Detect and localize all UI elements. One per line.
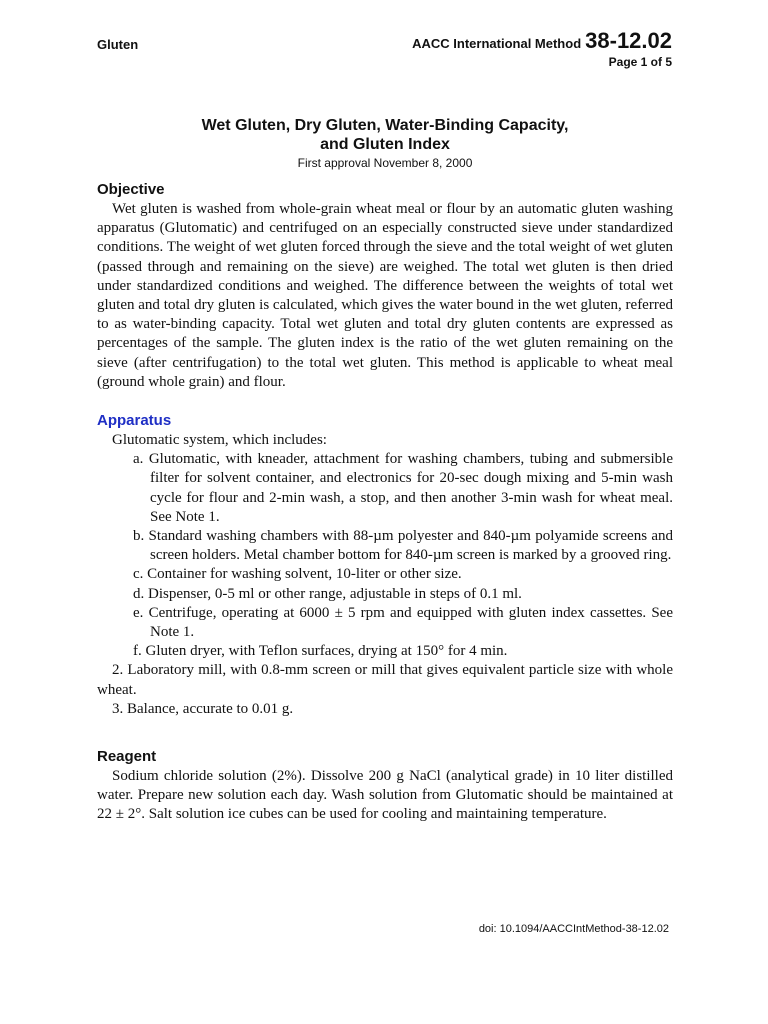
spacer	[97, 392, 673, 411]
reagent-heading: Reagent	[97, 748, 157, 766]
apparatus-item-a: a. Glutomatic, with kneader, attachment for washing chambers, tubing and submersible filter for solvent container, and electronics for 20-sec dough mixing and 5-min wash cycle for flour and 2-min wash, a stop, and then another 3-min wash for wheat meal. See Note 1.	[133, 451, 673, 525]
apparatus-heading: Apparatus	[97, 412, 172, 430]
doi-footer: doi: 10.1094/AACCIntMethod-38-12.02	[478, 923, 669, 935]
method-label: AACC International Method	[412, 36, 582, 51]
running-header-topic: Gluten	[97, 37, 139, 52]
document-title-line1: Wet Gluten, Dry Gluten, Water-Binding Capacity,	[201, 117, 569, 134]
approval-date: First approval November 8, 2000	[297, 156, 473, 170]
apparatus-item-2: 2. Laboratory mill, with 0.8-mm screen or mill that gives equivalent particle size with whole wheat.	[97, 662, 673, 698]
document-title-block	[97, 116, 673, 171]
spacer	[97, 719, 673, 747]
document-body	[97, 180, 673, 825]
apparatus-item-f: f. Gluten dryer, with Teflon surfaces, drying at 150° for 4 min.	[133, 643, 508, 660]
page-indicator: Page 1 of 5	[608, 55, 672, 69]
objective-text: Wet gluten is washed from whole-grain wheat meal or flour by an automatic gluten washing apparatus (Glutomatic) and centrifuged on an especially constructed sieve under standardized conditions. The weight of wet gluten forced through the sieve and the total weight of wet gluten (passed through and remaining on the sieve) are weighed. The total wet gluten is then dried under standardized conditions and weighed. The difference between the weights of total wet gluten and total dry gluten is calculated, which gives the water bound in the wet gluten, referred to as water-binding capacity. Total wet gluten and total dry gluten contents are expressed as percentages of the sample. The gluten index is the ratio of the wet gluten remaining on the sieve (after centrifugation) to the total wet gluten. This method is applicable to wheat meal (ground whole grain) and flour.	[97, 201, 673, 390]
objective-heading: Objective	[97, 181, 165, 198]
document-title-line2: and Gluten Index	[320, 136, 450, 153]
method-number: 38-12.02	[585, 28, 672, 53]
apparatus-item-e: e. Centrifuge, operating at 6000 ± 5 rpm and equipped with gluten index cassettes. See Note 1.	[133, 604, 673, 641]
apparatus-item-b: b. Standard washing chambers with 88-µm polyester and 840-µm polyamide screens and screen holders. Metal chamber bottom for 840-µm screen is marked by a grooved ring.	[133, 528, 673, 564]
apparatus-item-c: c. Container for washing solvent, 10-liter or other size.	[133, 566, 462, 583]
reagent-text: Sodium chloride solution (2%). Dissolve 200 g NaCl (analytical grade) in 10 liter distilled water. Prepare new solution each day. Wash solution from Glutomatic should be maintained at 22 ± 2°. Salt solution ice cubes can be used for cooling and maintaining temperature.	[97, 768, 673, 823]
apparatus-item-d: d. Dispenser, 0-5 ml or other range, adjustable in steps of 0.1 ml.	[133, 585, 522, 602]
apparatus-item-3: 3. Balance, accurate to 0.01 g.	[112, 700, 294, 717]
running-header-method	[412, 28, 672, 69]
apparatus-intro: Glutomatic system, which includes:	[112, 432, 327, 449]
method-line	[412, 28, 672, 54]
